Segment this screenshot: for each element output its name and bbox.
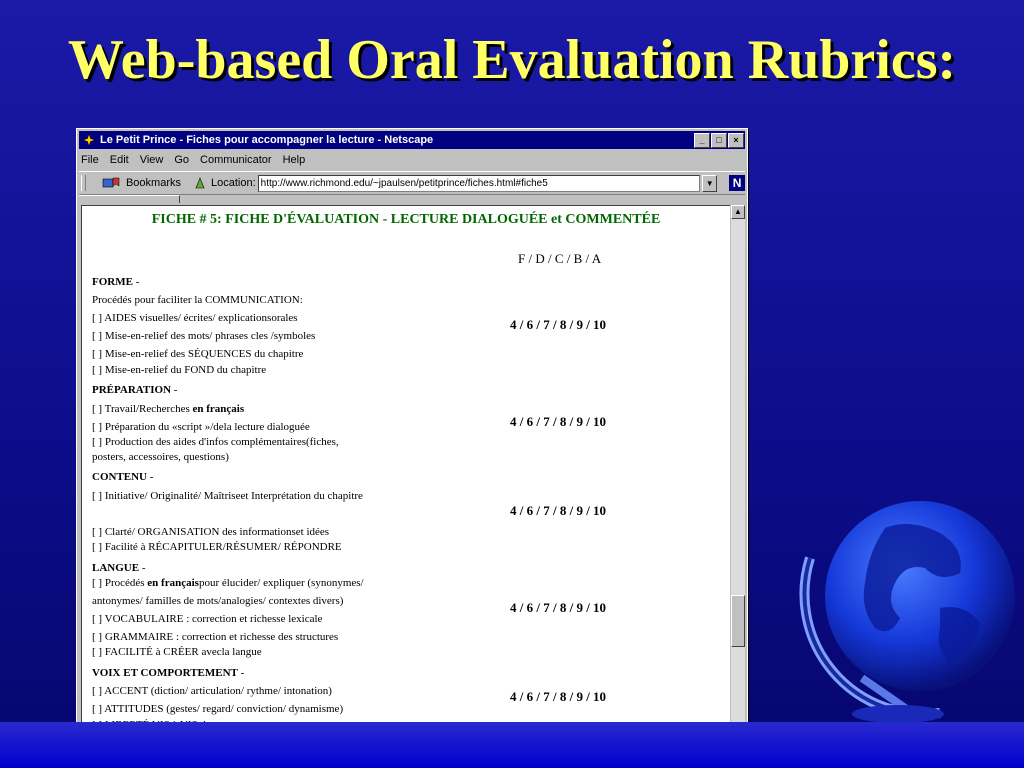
section-contenu-heading: CONTENU - <box>92 471 154 483</box>
scroll-thumb[interactable] <box>731 595 745 647</box>
menu-view[interactable]: View <box>139 154 164 166</box>
rubric-line: [ ] Mise-en-relief du FOND du chapitre <box>92 364 267 376</box>
toolbar-tab-strip[interactable] <box>79 195 180 203</box>
section-forme-heading: FORME - <box>92 276 140 288</box>
window-titlebar[interactable] <box>79 131 745 149</box>
rubric-line: [ ] Travail/Recherches en français <box>92 403 245 415</box>
score-scale-forme: 4 / 6 / 7 / 8 / 9 / 10 <box>510 317 607 332</box>
section-langue-heading: LANGUE - <box>92 562 146 574</box>
close-button[interactable]: × <box>728 133 744 148</box>
rubric-line: [ ] Procédés en françaispour élucider/ expliquer (synonymes/ <box>92 577 364 589</box>
bookmarks-button[interactable]: Bookmarks <box>125 177 181 189</box>
slide-title: Web-based Oral Evaluation Rubrics: <box>67 29 957 91</box>
rubric-line: [ ] Facilité à RÉCAPITULER/RÉSUMER/ RÉPONDRE <box>92 541 342 553</box>
bookmarks-icon[interactable] <box>102 176 122 190</box>
globe-icon <box>790 488 1022 724</box>
window-title: Le Petit Prince - Fiches pour accompagner la lecture - Netscape <box>100 134 434 146</box>
page-content <box>81 205 730 740</box>
score-scale-voix: 4 / 6 / 7 / 8 / 9 / 10 <box>510 689 607 704</box>
maximize-button[interactable]: □ <box>711 133 727 148</box>
rubric-line: [ ] Mise-en-relief des mots/ phrases cles /symboles <box>92 330 316 342</box>
rubric-line: [ ] ATTITUDES (gestes/ regard/ conviction/ dynamisme) <box>92 703 344 715</box>
rubric-line: [ ] AIDES visuelles/ écrites/ explicationsorales <box>92 312 298 324</box>
browser-window <box>76 128 748 746</box>
rubric-line: [ ] VOCABULAIRE : correction et richesse lexicale <box>92 613 323 625</box>
bottom-bar <box>0 722 1024 768</box>
rubric-line: [ ] Clarté/ ORGANISATION des informationset idées <box>92 526 330 538</box>
scroll-up-icon[interactable]: ▲ <box>731 205 745 219</box>
location-icon <box>193 176 207 190</box>
netscape-n-logo-icon: N <box>729 175 745 191</box>
rubric-line: [ ] GRAMMAIRE : correction et richesse des structures <box>92 631 339 643</box>
minimize-button[interactable]: _ <box>694 133 710 148</box>
menu-go[interactable]: Go <box>174 154 190 166</box>
menu-edit[interactable]: Edit <box>109 154 129 166</box>
score-scale-preparation: 4 / 6 / 7 / 8 / 9 / 10 <box>510 414 607 429</box>
rubric-line: [ ] Initiative/ Originalité/ Maîtriseet Interprétation du chapitre <box>92 490 363 502</box>
rubric-line: [ ] Production des aides d'infos complémentaires(fiches, <box>92 436 339 448</box>
vertical-scrollbar[interactable] <box>731 205 745 739</box>
url-dropdown-icon[interactable]: ▼ <box>702 175 717 192</box>
rubric-line: antonymes/ familles de mots/analogies/ contextes divers) <box>92 595 344 607</box>
rubric-line: [ ] FACILITÉ à CRÉER avecla langue <box>92 646 262 658</box>
section-preparation-heading: PRÉPARATION - <box>92 384 178 396</box>
netscape-app-icon <box>82 133 96 147</box>
url-input[interactable]: http://www.richmond.edu/~jpaulsen/petitprince/fiches.html#fiche5 <box>258 175 701 192</box>
toolbar-grip[interactable] <box>81 175 86 191</box>
location-toolbar <box>79 171 745 195</box>
score-scale-contenu: 4 / 6 / 7 / 8 / 9 / 10 <box>510 503 607 518</box>
rubric-line: Procédés pour faciliter la COMMUNICATION: <box>92 294 303 306</box>
score-scale-langue: 4 / 6 / 7 / 8 / 9 / 10 <box>510 600 607 615</box>
rubric-line: [ ] Préparation du «script »/dela lecture dialoguée <box>92 421 310 433</box>
menu-communicator[interactable]: Communicator <box>200 154 272 166</box>
fiche-title: FICHE # 5: FICHE D'ÉVALUATION - LECTURE DIALOGUÉE et COMMENTÉE <box>151 212 661 227</box>
rubric-line: [ ] Mise-en-relief des SÉQUENCES du chapitre <box>92 348 304 360</box>
menu-file[interactable]: File <box>81 154 99 166</box>
menu-help[interactable]: Help <box>282 154 306 166</box>
location-label: Location: <box>211 177 256 189</box>
grade-scale-header: F / D / C / B / A <box>518 251 602 266</box>
menu-bar <box>81 151 316 169</box>
rubric-line: [ ] ACCENT (diction/ articulation/ rythme/ intonation) <box>92 685 332 697</box>
section-voix-heading: VOIX ET COMPORTEMENT - <box>92 667 245 679</box>
rubric-line: posters, accessoires, questions) <box>92 451 229 463</box>
